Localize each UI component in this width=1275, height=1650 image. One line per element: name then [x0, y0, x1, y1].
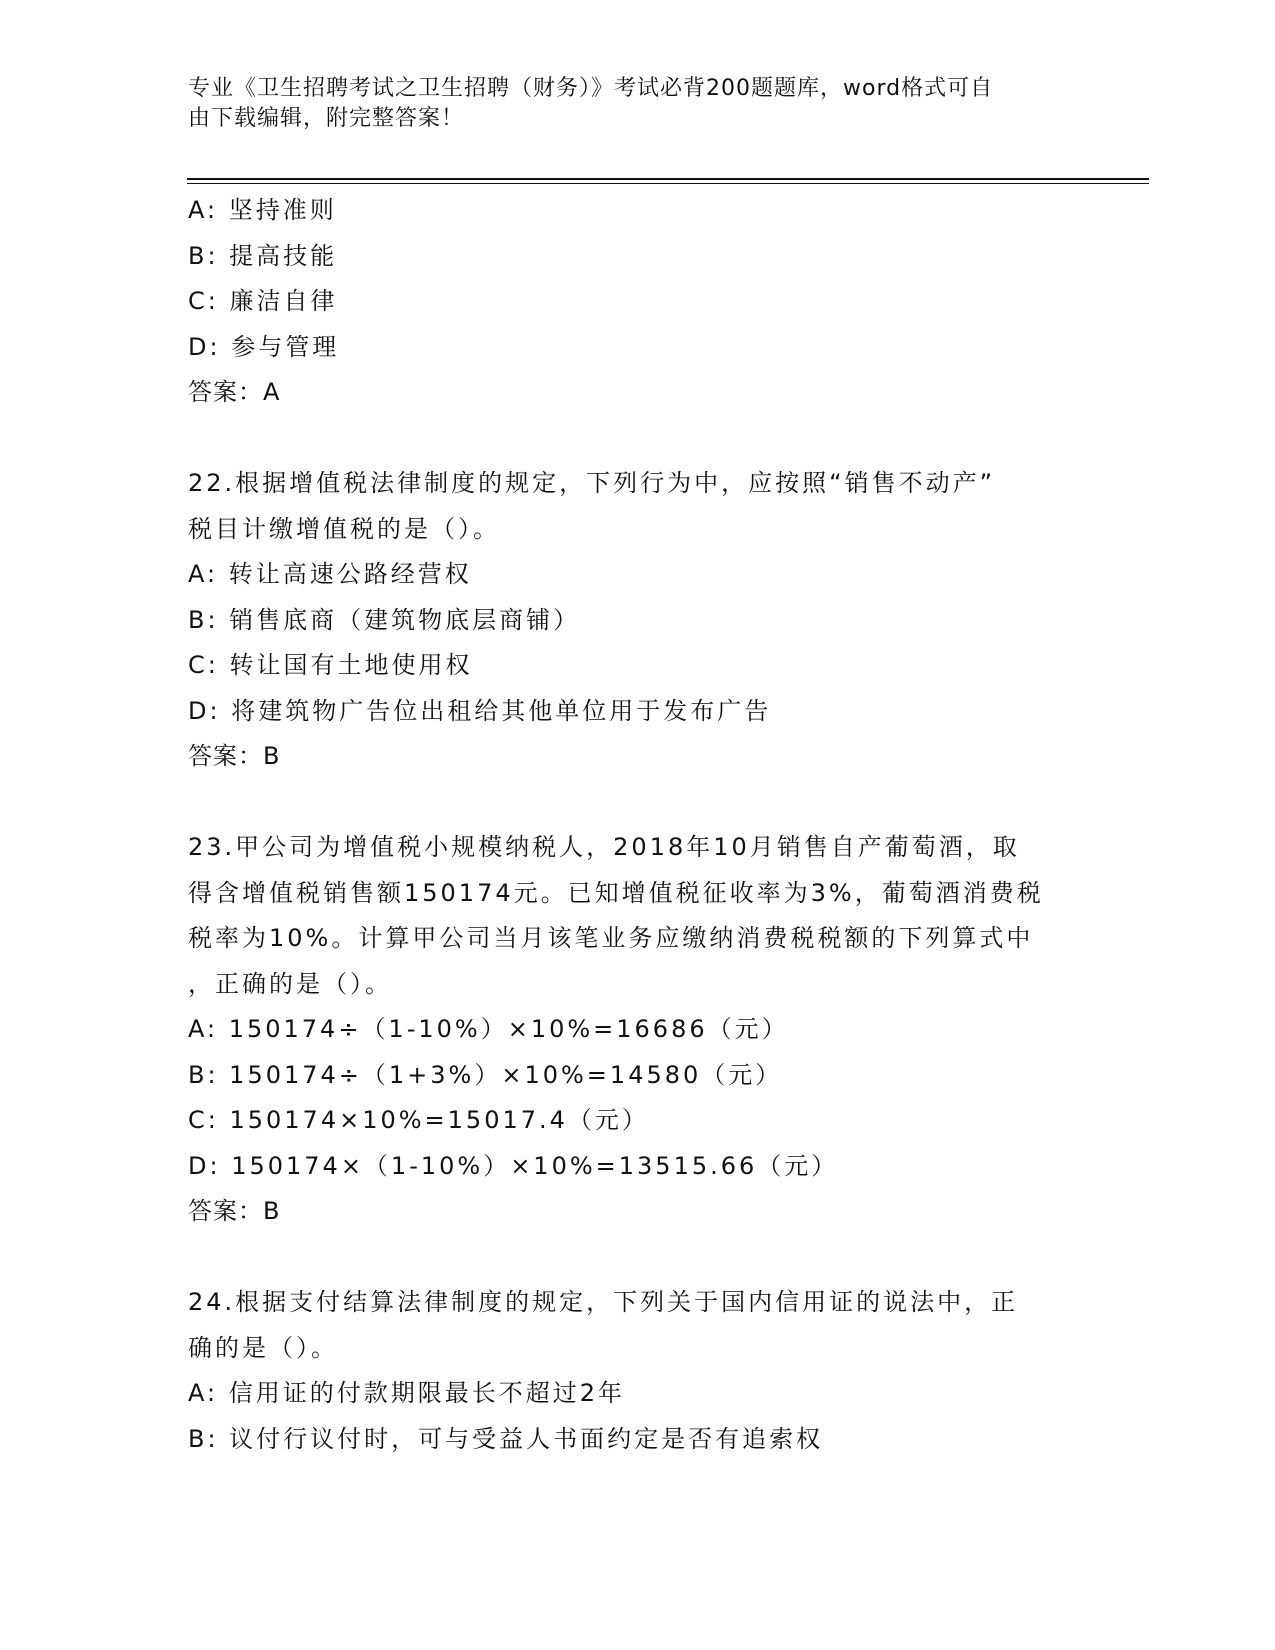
option-a: A: 150174÷（1-10%）×10%=16686（元）	[188, 1015, 789, 1043]
option-b: B: 提高技能	[188, 241, 338, 270]
question-23	[188, 825, 1088, 1235]
option-b: B: 150174÷（1+3%）×10%=14580（元）	[188, 1060, 783, 1089]
answer-line: 答案：A	[188, 378, 281, 406]
question-stem-line: 24.根据支付结算法律制度的规定，下列关于国内信用证的说法中，正	[188, 1288, 1019, 1316]
option-b: B: 议付行议付时，可与受益人书面约定是否有追索权	[188, 1424, 824, 1453]
header-divider-thin	[187, 183, 1149, 184]
header-line-2: 由下载编辑，附完整答案！	[188, 106, 465, 131]
question-24	[188, 1280, 1088, 1462]
question-22	[188, 461, 1088, 780]
option-a: A: 信用证的付款期限最长不超过2年	[188, 1379, 625, 1407]
question-stem-line: 税目计缴增值税的是（）。	[188, 514, 500, 543]
question-stem-line: 22.根据增值税法律制度的规定，下列行为中，应按照“销售不动产”	[188, 469, 996, 497]
question-content	[188, 188, 1088, 1462]
option-d: D: 将建筑物广告位出租给其他单位用于发布广告	[188, 696, 772, 725]
option-c: C: 廉洁自律	[188, 287, 338, 315]
header-line-1: 专业《卫生招聘考试之卫生招聘（财务）》考试必背200题题库，word格式可自	[188, 76, 994, 101]
option-a: A: 坚持准则	[188, 196, 337, 224]
question-21-fragment	[188, 188, 1088, 416]
answer-line: 答案：B	[188, 742, 281, 770]
option-a: A: 转让高速公路经营权	[188, 560, 472, 588]
spacer	[188, 1235, 1088, 1281]
option-b: B: 销售底商（建筑物底层商铺）	[188, 605, 581, 634]
spacer	[188, 416, 1088, 462]
question-stem-line: 得含增值税销售额150174元。已知增值税征收率为3%，葡萄酒消费税	[188, 878, 1044, 907]
answer-line: 答案：B	[188, 1197, 281, 1225]
spacer	[188, 780, 1088, 826]
question-stem-line: 23.甲公司为增值税小规模纳税人，2018年10月销售自产葡萄酒，取	[188, 833, 1020, 861]
option-d: D: 参与管理	[188, 332, 340, 361]
document-header	[188, 74, 1068, 134]
question-stem-line: ，正确的是（）。	[188, 969, 392, 998]
question-stem-line: 确的是（）。	[188, 1333, 338, 1362]
question-stem-line: 税率为10%。计算甲公司当月该笔业务应缴纳消费税税额的下列算式中	[188, 924, 1034, 952]
option-d: D: 150174×（1-10%）×10%=13515.66（元）	[188, 1151, 839, 1180]
option-c: C: 150174×10%=15017.4（元）	[188, 1106, 649, 1134]
option-c: C: 转让国有土地使用权	[188, 651, 473, 679]
header-divider-thick	[187, 178, 1149, 180]
